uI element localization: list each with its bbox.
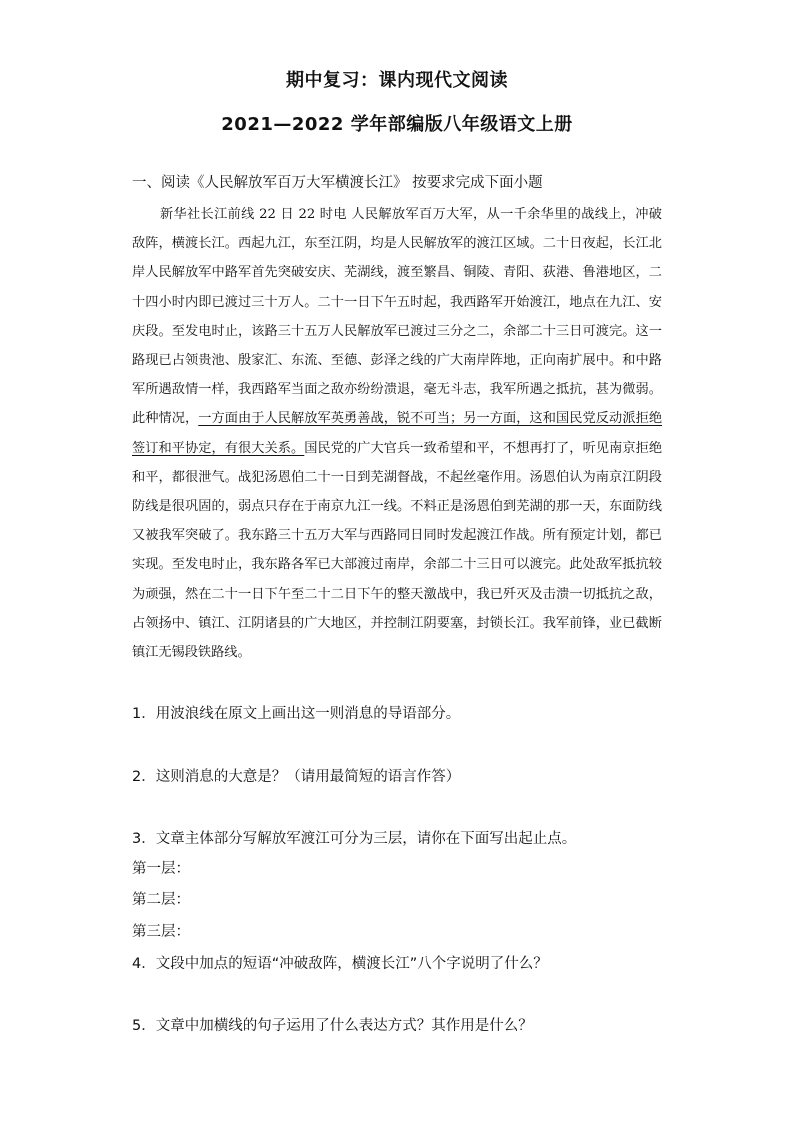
question-2: 2．这则消息的大意是？（请用最简短的语言作答）: [132, 769, 461, 785]
layer-3-label: 第三层：: [132, 924, 190, 940]
question-3: 3．文章主体部分写解放军渡江可分为三层，请你在下面写出起止点。: [132, 831, 577, 847]
question-4: 4．文段中加点的短语“冲破敌阵，横渡长江”八个字说明了什么？: [132, 956, 548, 972]
news-passage: [132, 200, 662, 667]
section-heading: 一、阅读《人民解放军百万大军横渡长江》 按要求完成下面小题: [132, 175, 543, 191]
document-title: 期中复习：课内现代文阅读: [286, 70, 508, 91]
passage-part2: 国民党的广大官兵一致希望和平，不想再打了，听见南京拒绝和平，都很泄气。战犯汤恩伯二十一日到芜湖督战，不起丝毫作用。汤恩伯认为南京江阴段防线是很巩固的，弱点只存在于南京九江一线。不料正是汤恩伯到芜湖的那一天，东面防线又被我军突破了。我东路三十五万大军与西路同日同时发起渡江作战。所有预定计划，都已实现。至发电时止，我东路各军已大部渡过南岸，余部二十三日可以渡完。此处敌军抵抗较为顽强，然在二十一日下午至二十二日下午的整天激战中，我已歼灭及击溃一切抵抗之敌，占领扬中、镇江、江阴诸县的广大地区，并控制江阴要塞，封锁长江。我军前锋，业已截断镇江无锡段铁路线。: [132, 440, 663, 661]
document-subtitle: 2021—2022 学年部编版八年级语文上册: [221, 114, 573, 135]
question-5: 5．文章中加横线的句子运用了什么表达方式？其作用是什么？: [132, 1018, 533, 1034]
layer-2-label: 第二层：: [132, 892, 190, 908]
question-1: 1．用波浪线在原文上画出这一则消息的导语部分。: [132, 706, 461, 722]
passage-part1: 新华社长江前线 22 日 22 时电 人民解放军百万大军，从一千余华里的战线上，冲破敌阵，横渡长江。西起九江，东至江阴，均是人民解放军的渡江区域。二十日夜起，长江北岸人民解放军中路军首先突破安庆、芜湖线，渡至繁昌、铜陵、青阳、荻港、鲁港地区，二十四小时内即已渡过三十万人。二十一日下午五时起，我西路军开始渡江，地点在九江、安庆段。至发电时止，该路三十五万人民解放军已渡过三分之二，余部二十三日可渡完。这一路现已占领贵池、殷家汇、东流、至德、彭泽之线的广大南岸阵地，正向南扩展中。和中路军所遇敌情一样，我西路军当面之敌亦纷纷溃退，毫无斗志，我军所遇之抵抗，甚为微弱。此种情况，: [132, 207, 662, 427]
layer-1-label: 第一层：: [132, 861, 190, 877]
underlined-sentence: 一方面由于人民解放军英勇善战，锐不可当；另一方面，这和国民党反动派拒绝签订和平协定，有很大关系。: [132, 411, 663, 456]
